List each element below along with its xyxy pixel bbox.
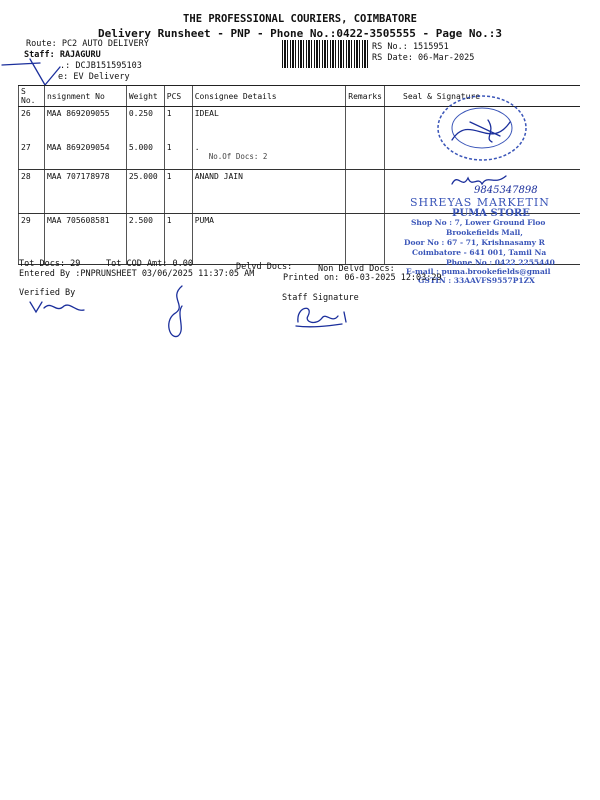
- company-title: THE PROFESSIONAL COURIERS, COIMBATORE: [183, 13, 417, 25]
- staff-signature-label: Staff Signature: [282, 293, 359, 303]
- rs-number: RS No.: 1515951: [372, 42, 449, 52]
- stamp-email: E-mail : puma.brookefields@gmail: [406, 267, 551, 276]
- col-seal-signature: Seal & Signature: [385, 86, 581, 107]
- total-cod-amount: Tot COD Amt: 0.00: [106, 259, 193, 269]
- col-sno: S No.: [19, 86, 45, 107]
- stamp-store: PUMA STORE: [452, 208, 530, 219]
- table-row: 28 MAA 707178978 25.000 1 ANAND JAIN: [19, 170, 581, 214]
- verified-by-label: Verified By: [19, 288, 76, 298]
- stamp-address-1: Shop No : 7, Lower Ground Floo: [411, 218, 546, 227]
- total-docs: Tot Docs: 29: [19, 259, 81, 269]
- entered-by: Entered By :PNPRUNSHEET 03/06/2025 11:37:05 AM: [19, 269, 255, 279]
- stamp-address-4: Coimbatore - 641 001, Tamil Na: [412, 248, 547, 257]
- col-pcs: PCS: [164, 86, 192, 107]
- staff-signature: [292, 300, 356, 330]
- stamp-gstin: GSTIN : 33AAVFS9557P1ZX: [418, 276, 535, 285]
- pen-tick-mark: [0, 55, 80, 87]
- round-seal-stamp: [430, 92, 540, 164]
- stamp-shop-name: SHREYAS MARKETIN: [410, 196, 550, 209]
- rs-date: RS Date: 06-Mar-2025: [372, 53, 475, 63]
- runsheet-title: Delivery Runsheet - PNP - Phone No.:0422-3505555 - Page No.:3: [98, 27, 502, 40]
- route-label: Route: PC2 AUTO DELIVERY: [26, 39, 149, 49]
- handwritten-phone: 9845347898: [474, 185, 538, 196]
- table-row: 29 MAA 705608581 2.500 1 PUMA: [19, 214, 581, 265]
- col-consignment: nsignment No: [44, 86, 126, 107]
- col-consignee: Consignee Details: [192, 86, 346, 107]
- verified-signature: [28, 298, 88, 318]
- stamp-address-3: Door No : 67 - 71, Krishnasamy R: [404, 238, 545, 247]
- stamp-address-2: Brookefields Mall,: [446, 228, 523, 237]
- table-row: 27 MAA 869209054 5.000 1 . No.Of Docs: 2: [19, 141, 581, 170]
- col-remarks: Remarks: [346, 86, 385, 107]
- staff-label: Staff: RAJAGURU: [24, 50, 101, 60]
- mode-label: e: EV Delivery: [58, 72, 130, 82]
- no-of-docs-note: No.Of Docs: 2: [208, 152, 268, 161]
- col-weight: Weight: [126, 86, 164, 107]
- table-row: 26 MAA 869209055 0.250 1 IDEAL: [19, 107, 581, 142]
- printed-on: Printed on: 06-03-2025 12:03:29: [283, 273, 442, 283]
- stamp-phone: Phone No : 0422 2255440: [446, 258, 555, 267]
- delivered-docs: Delvd Docs:: [236, 262, 293, 272]
- loop-signature: [160, 284, 194, 342]
- barcode: [282, 40, 368, 68]
- non-delivered-docs: Non Delvd Docs:: [318, 264, 395, 274]
- doc-id-label: .: DCJB151595103: [60, 61, 142, 71]
